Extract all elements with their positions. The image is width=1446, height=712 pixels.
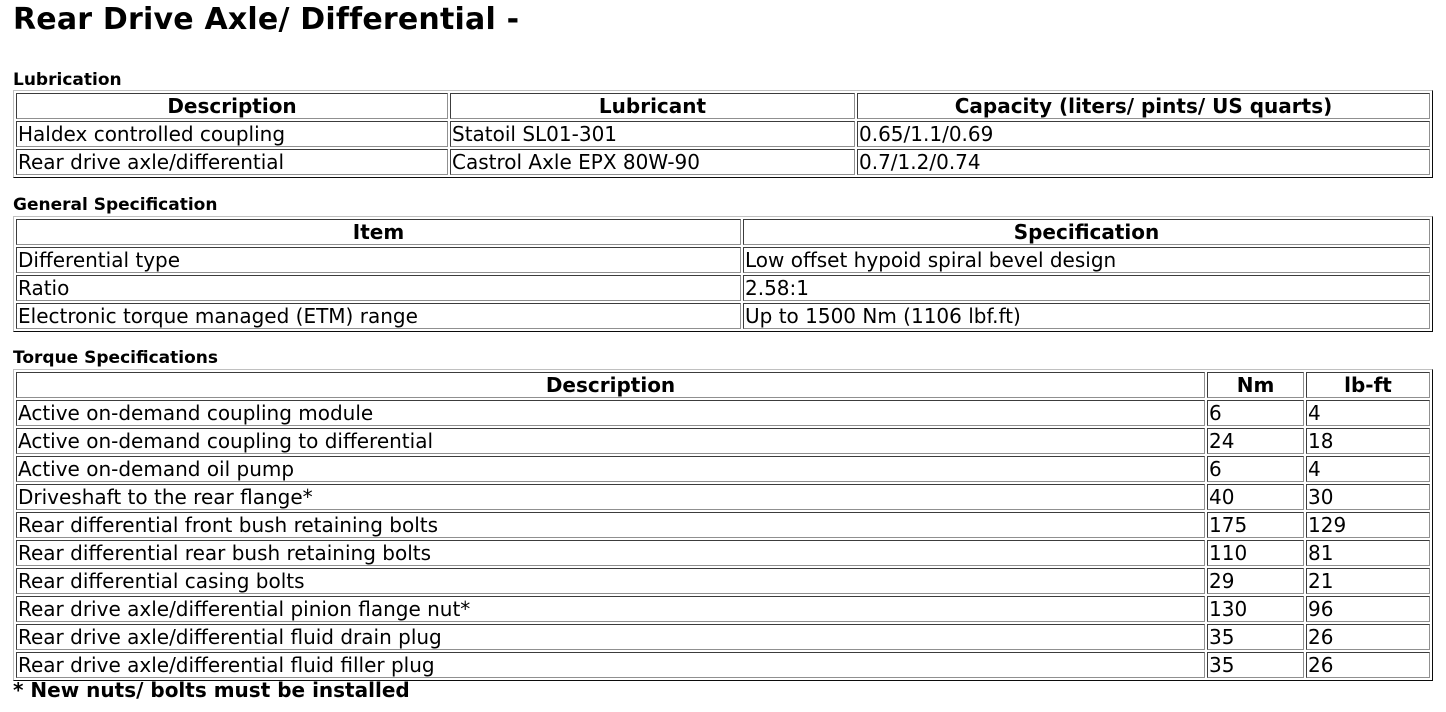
cell-lbft: 4	[1306, 456, 1430, 482]
cell-lubricant: Castrol Axle EPX 80W-90	[450, 149, 855, 175]
column-header-description: Description	[16, 372, 1205, 398]
cell-lubricant: Statoil SL01-301	[450, 121, 855, 147]
cell-item: Electronic torque managed (ETM) range	[16, 303, 741, 329]
table-row	[16, 652, 1430, 678]
column-header-item: Item	[16, 219, 741, 245]
table-header-row	[16, 219, 1430, 245]
general-section-title: General Specification	[13, 195, 218, 215]
cell-nm: 35	[1207, 652, 1304, 678]
table-row	[16, 149, 1430, 175]
cell-description: Active on-demand coupling to differential	[16, 428, 1205, 454]
cell-description: Rear drive axle/differential	[16, 149, 448, 175]
cell-lbft: 26	[1306, 624, 1430, 650]
cell-capacity: 0.7/1.2/0.74	[857, 149, 1430, 175]
table-row	[16, 484, 1430, 510]
cell-description: Rear differential rear bush retaining bolts	[16, 540, 1205, 566]
cell-nm: 6	[1207, 456, 1304, 482]
table-row	[16, 121, 1430, 147]
cell-nm: 175	[1207, 512, 1304, 538]
cell-capacity: 0.65/1.1/0.69	[857, 121, 1430, 147]
cell-nm: 35	[1207, 624, 1304, 650]
cell-description: Rear drive axle/differential pinion flange nut*	[16, 596, 1205, 622]
column-header-specification: Specification	[743, 219, 1430, 245]
table-row	[16, 400, 1430, 426]
page-title: Rear Drive Axle/ Differential -	[13, 2, 520, 37]
cell-description: Active on-demand oil pump	[16, 456, 1205, 482]
general-spec-table	[13, 216, 1433, 332]
table-row	[16, 596, 1430, 622]
table-row	[16, 624, 1430, 650]
table-row	[16, 428, 1430, 454]
cell-lbft: 96	[1306, 596, 1430, 622]
footnote: * New nuts/ bolts must be installed	[13, 678, 410, 702]
cell-item: Ratio	[16, 275, 741, 301]
cell-lbft: 4	[1306, 400, 1430, 426]
cell-nm: 40	[1207, 484, 1304, 510]
table-row	[16, 540, 1430, 566]
cell-lbft: 18	[1306, 428, 1430, 454]
cell-description: Haldex controlled coupling	[16, 121, 448, 147]
table-row	[16, 568, 1430, 594]
table-row	[16, 456, 1430, 482]
cell-description: Rear differential front bush retaining bolts	[16, 512, 1205, 538]
cell-specification: 2.58:1	[743, 275, 1430, 301]
cell-lbft: 129	[1306, 512, 1430, 538]
cell-description: Rear drive axle/differential fluid filler plug	[16, 652, 1205, 678]
torque-spec-table	[13, 369, 1433, 681]
cell-lbft: 26	[1306, 652, 1430, 678]
cell-item: Differential type	[16, 247, 741, 273]
table-row	[16, 275, 1430, 301]
column-header-nm: Nm	[1207, 372, 1304, 398]
table-header-row	[16, 93, 1430, 119]
torque-section-title: Torque Specifications	[13, 348, 218, 368]
table-header-row	[16, 372, 1430, 398]
cell-description: Rear drive axle/differential fluid drain plug	[16, 624, 1205, 650]
column-header-capacity: Capacity (liters/ pints/ US quarts)	[857, 93, 1430, 119]
lubrication-table	[13, 90, 1433, 178]
cell-specification: Up to 1500 Nm (1106 lbf.ft)	[743, 303, 1430, 329]
table-row	[16, 247, 1430, 273]
cell-description: Rear differential casing bolts	[16, 568, 1205, 594]
cell-nm: 110	[1207, 540, 1304, 566]
column-header-lbft: lb-ft	[1306, 372, 1430, 398]
cell-description: Active on-demand coupling module	[16, 400, 1205, 426]
lubrication-section-title: Lubrication	[13, 70, 122, 90]
cell-nm: 29	[1207, 568, 1304, 594]
cell-nm: 6	[1207, 400, 1304, 426]
column-header-lubricant: Lubricant	[450, 93, 855, 119]
cell-nm: 130	[1207, 596, 1304, 622]
cell-lbft: 81	[1306, 540, 1430, 566]
cell-description: Driveshaft to the rear flange*	[16, 484, 1205, 510]
table-row	[16, 512, 1430, 538]
table-row	[16, 303, 1430, 329]
cell-nm: 24	[1207, 428, 1304, 454]
cell-lbft: 30	[1306, 484, 1430, 510]
cell-specification: Low offset hypoid spiral bevel design	[743, 247, 1430, 273]
column-header-description: Description	[16, 93, 448, 119]
cell-lbft: 21	[1306, 568, 1430, 594]
